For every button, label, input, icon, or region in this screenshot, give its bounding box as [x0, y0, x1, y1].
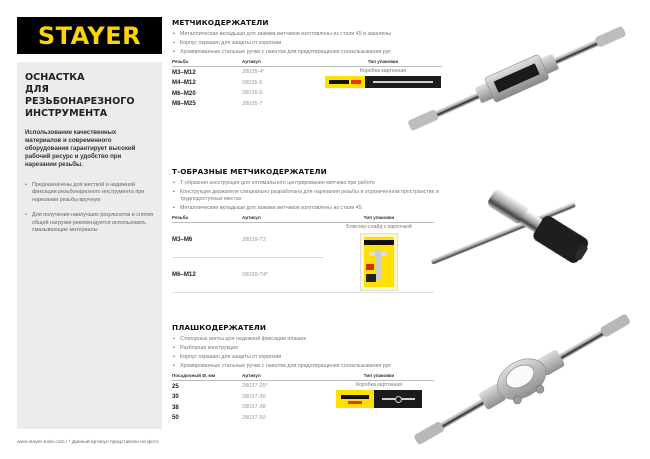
footer-note: www.stayer-tools.com / * Данный артикул представлен на фото [17, 440, 159, 445]
section-bullet: • Т-образная конструкция для оптимального центрирования метчика при работе [172, 180, 472, 187]
section-bullet: • Разборная конструкция [172, 345, 472, 352]
section-bullet: • Металлические вкладыши для зажима метчиков изготовлены из стали 45 и закалены [172, 31, 472, 38]
column-header: Посадочный Ø, мм [172, 372, 242, 381]
cell-size: 50 [172, 414, 179, 422]
section-t-handle-tap-holders [172, 167, 472, 293]
cell-size: M4–M12 [172, 79, 196, 87]
column-header: Резьба [172, 214, 242, 223]
cell-size: M3–M12 [172, 68, 196, 76]
column-header: Артикул [242, 58, 324, 67]
sidebar-lead: Использование качественных материалов и современного оборудования гарантирует высокий рабочий ресурс и удобство при нарезании резьбы. [25, 129, 136, 168]
spec-table [172, 372, 434, 423]
section-bullet: • Металлические вкладыши для зажима метчиков изготовлены из стали 45 [172, 205, 472, 212]
cell-article: 28037-25* [242, 383, 268, 390]
cell-size: 38 [172, 403, 179, 411]
package-label: Коробка картонная [359, 68, 407, 75]
cell-article: 28037-38 [242, 404, 266, 411]
cell-article: 28037-50 [242, 414, 266, 421]
sidebar-panel [17, 62, 162, 429]
package-label: Блистер-слайд с карточкой [346, 223, 412, 230]
column-header: Артикул [242, 214, 324, 223]
sidebar-bullet: • Предназначены для жесткой и надежной фиксации резьбонарезного инструмента при нарезании резьбы вручную [25, 182, 154, 204]
die-holder-photo [405, 310, 640, 445]
section-title: МЕТЧИКОДЕРЖАТЕЛИ [172, 18, 269, 27]
section-title: ПЛАШКОДЕРЖАТЕЛИ [172, 323, 267, 332]
section-title: Т-ОБРАЗНЫЕ МЕТЧИКОДЕРЖАТЕЛИ [172, 167, 327, 176]
section-bullet: • Хромированные стальные ручки с накатом для предотвращения соскальзывания рук [172, 363, 472, 370]
sidebar-bullet: • Для получения наилучших результатов и снятия общей нагрузки рекомендуется использовать смазывающие материалы [25, 212, 154, 234]
table-row [172, 381, 434, 392]
column-header: Тип упаковки [324, 214, 434, 223]
sidebar-bullets [25, 182, 154, 234]
cell-size: M6–M20 [172, 89, 196, 97]
column-header: Тип упаковки [324, 372, 434, 381]
sidebar-title-line: ОСНАСТКА [25, 72, 85, 83]
package-label: Коробка картонная [355, 382, 403, 389]
brand-logo [17, 17, 162, 54]
cell-article: 28035-6 [242, 90, 263, 97]
section-bullets [172, 180, 472, 211]
column-header: Артикул [242, 372, 324, 381]
cell-size: M6–M12 [172, 257, 242, 292]
cell-article: 28035-4* [242, 69, 265, 76]
cell-article: 28039-T2 [242, 222, 324, 257]
blister-package-image [360, 233, 398, 291]
cell-article: 28035-7 [242, 100, 263, 107]
table-row [172, 222, 434, 257]
cell-size: M8–M25 [172, 100, 196, 108]
column-header: Тип упаковки [324, 58, 442, 67]
logo-text: STAYER [37, 21, 142, 50]
cell-size: M3–M6 [172, 222, 242, 257]
tap-wrench-photo [400, 15, 635, 145]
cell-article: 28039-T4* [242, 257, 324, 292]
cell-package [324, 222, 434, 292]
cell-size: 25 [172, 382, 179, 390]
section-bullet: • Хромированные стальные ручки с накатом для предотвращения соскальзывания рук [172, 49, 472, 56]
sidebar-title [25, 72, 154, 120]
t-handle-tap-holder-photo [430, 172, 630, 287]
cell-article: 28035-5 [242, 79, 263, 86]
cell-size: 30 [172, 393, 179, 401]
spec-table [172, 214, 434, 293]
cell-article: 28037-30 [242, 393, 266, 400]
section-bullet: • Корпус окрашен для защиты от коррозии [172, 40, 472, 47]
section-bullet: • Корпус окрашен для защиты от коррозии [172, 354, 472, 361]
sidebar-title-line: ДЛЯ РЕЗЬБОНАРЕЗНОГО [25, 84, 135, 107]
column-header: Резьба [172, 58, 242, 67]
section-bullet: • Конструкция держателя специально разработана для нарезания резьбы в ограниченном пространстве и труднодоступных местах [172, 189, 472, 202]
section-bullet: • Стопорные винты для надежной фиксации плашек [172, 336, 472, 343]
sidebar-title-line: ИНСТРУМЕНТА [25, 108, 108, 119]
